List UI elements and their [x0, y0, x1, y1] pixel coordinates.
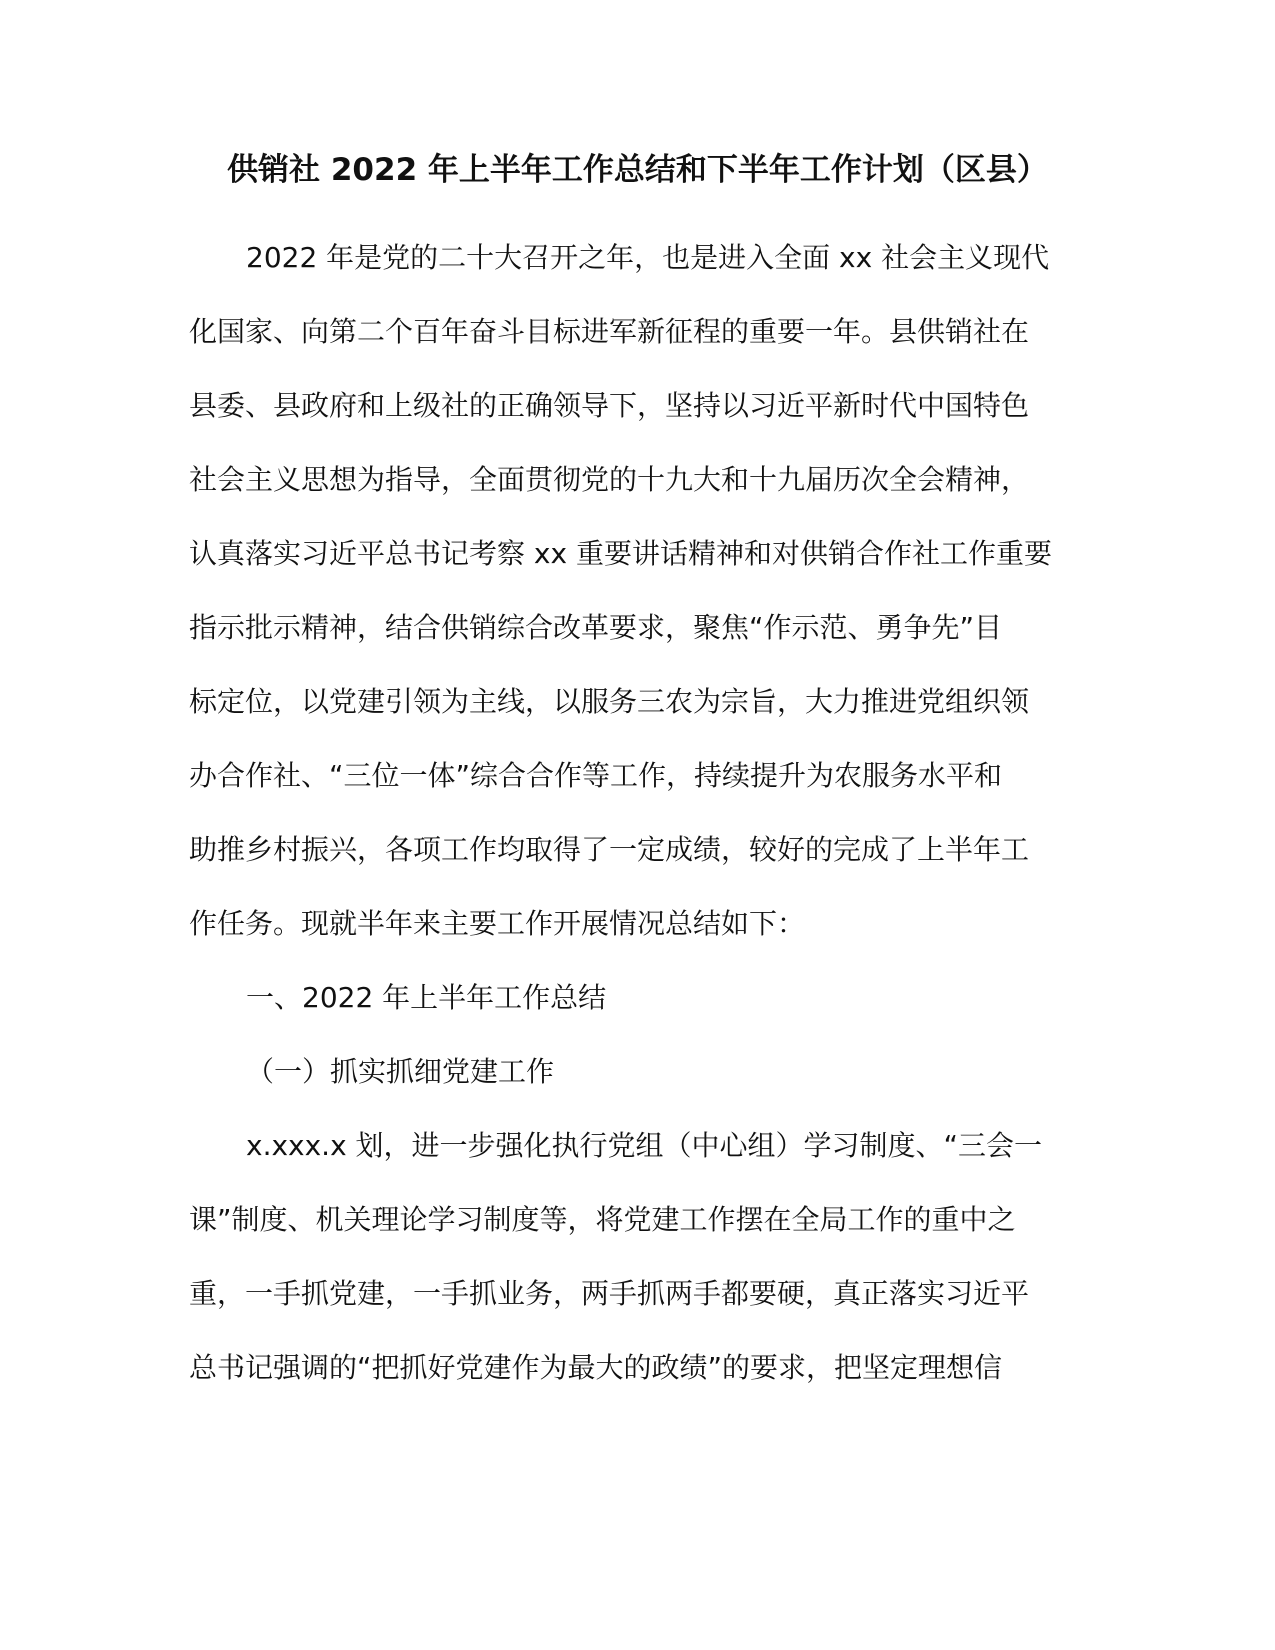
paragraph-line: 总书记强调的“把抓好党建作为最大的政绩”的要求，把坚定理想信 — [189, 1351, 1003, 1384]
paragraph-line: x.xxx.x 划，进一步强化执行党组（中心组）学习制度、“三会一 — [246, 1129, 1043, 1162]
paragraph-line: 指示批示精神，结合供销综合改革要求，聚焦“作示范、勇争先”目 — [189, 611, 1003, 644]
paragraph-line: 办合作社、“三位一体”综合合作等工作，持续提升为农服务水平和 — [189, 759, 1003, 792]
paragraph-line: 作任务。现就半年来主要工作开展情况总结如下： — [189, 907, 806, 940]
paragraph-line: 课”制度、机关理论学习制度等，将党建工作摆在全局工作的重中之 — [189, 1203, 1016, 1236]
paragraph-line: 认真落实习近平总书记考察 xx 重要讲话精神和对供销合作社工作重要 — [189, 537, 1052, 570]
section-heading: 一、2022 年上半年工作总结 — [246, 981, 607, 1014]
paragraph-line: 标定位，以党建引领为主线，以服务三农为宗旨，大力推进党组织领 — [189, 685, 1030, 718]
paragraph-line: 重，一手抓党建，一手抓业务，两手抓两手都要硬，真正落实习近平 — [189, 1277, 1030, 1310]
subsection-heading: （一）抓实抓细党建工作 — [246, 1055, 555, 1088]
document-title: 供销社 2022 年上半年工作总结和下半年工作计划（区县） — [227, 152, 1048, 188]
paragraph-line: 社会主义思想为指导，全面贯彻党的十九大和十九届历次全会精神， — [189, 463, 1030, 496]
paragraph-line: 县委、县政府和上级社的正确领导下，坚持以习近平新时代中国特色 — [189, 389, 1030, 422]
paragraph-line: 化国家、向第二个百年奋斗目标进军新征程的重要一年。县供销社在 — [189, 315, 1030, 348]
paragraph-line: 助推乡村振兴，各项工作均取得了一定成绩，较好的完成了上半年工 — [189, 833, 1030, 866]
paragraph-line: 2022 年是党的二十大召开之年，也是进入全面 xx 社会主义现代 — [246, 241, 1050, 274]
